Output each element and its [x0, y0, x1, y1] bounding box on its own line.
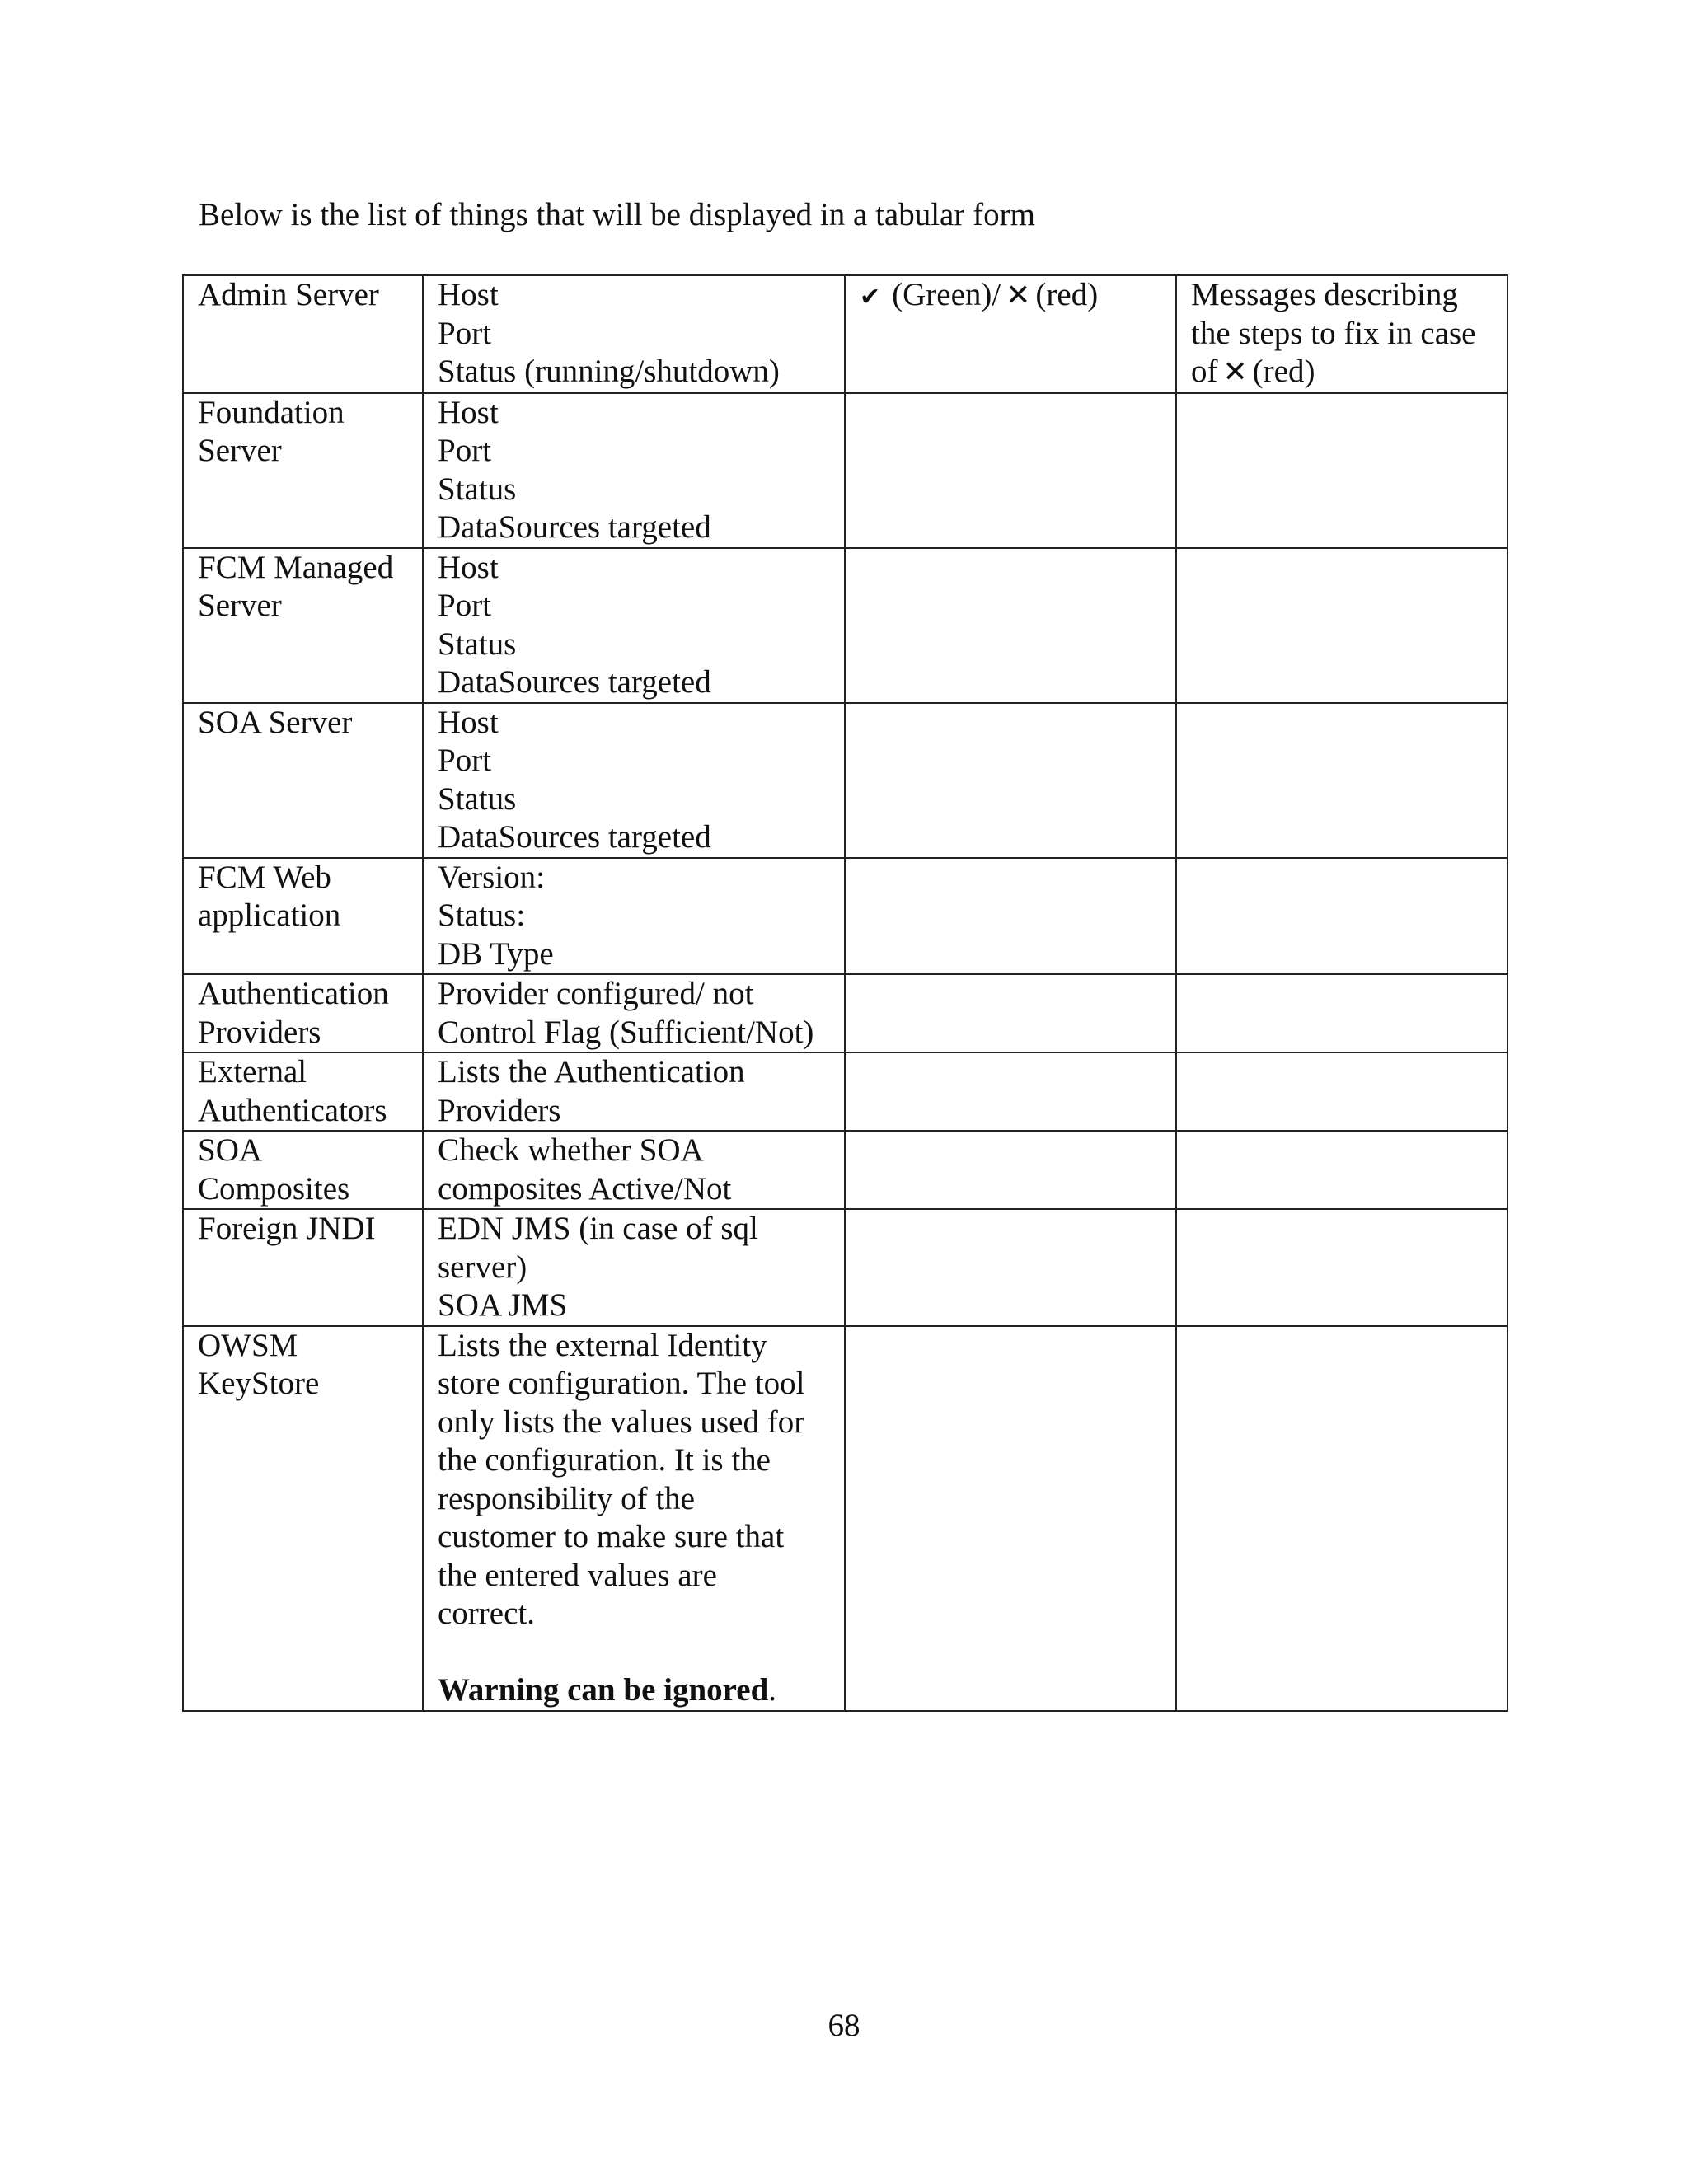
status-cell [845, 1326, 1176, 1711]
message-cell [1176, 1052, 1507, 1131]
status-green-label: (Green)/ [892, 277, 1001, 312]
component-cell [183, 1209, 423, 1326]
component-label: Foundation [198, 394, 345, 430]
status-cell [845, 974, 1176, 1052]
item-line: Provider configured/ not [438, 976, 754, 1011]
spacer [438, 1633, 831, 1672]
item-line: Host [438, 277, 499, 312]
message-line: Messages describing [1191, 277, 1458, 312]
item-line: SOA JMS [438, 1287, 568, 1323]
table-row [183, 548, 1507, 703]
item-line: Lists the external Identity [438, 1327, 767, 1363]
message-line: the steps to fix in case [1191, 315, 1476, 351]
checkmark-icon: ✔ [860, 283, 881, 312]
item-line: Port [438, 433, 492, 468]
item-line: Version: [438, 859, 545, 895]
page-number: 68 [828, 2008, 860, 2043]
status-cell [845, 275, 1176, 393]
item-line: Host [438, 394, 499, 430]
items-cell [423, 703, 845, 858]
items-cell [423, 393, 845, 548]
warning-line [438, 1671, 831, 1710]
component-label: KeyStore [198, 1366, 320, 1401]
component-label: Server [198, 433, 282, 468]
item-line: store configuration. The tool [438, 1366, 805, 1401]
message-red-label: (red) [1252, 354, 1315, 389]
intro-text: Below is the list of things that will be displayed in a tabular form [199, 197, 1035, 232]
warning-bold-text: Warning can be ignored [438, 1672, 769, 1708]
component-label: Providers [198, 1014, 321, 1050]
component-label: Admin Server [198, 277, 379, 312]
component-label: FCM Web [198, 859, 331, 895]
component-cell [183, 275, 423, 393]
items-cell [423, 974, 845, 1052]
status-cell [845, 703, 1176, 858]
cross-icon: ✕ [1222, 355, 1248, 389]
component-label: application [198, 898, 341, 933]
status-cell [845, 1131, 1176, 1209]
item-line: the entered values are [438, 1557, 717, 1593]
table-row [183, 1131, 1507, 1209]
table-row-admin-server [183, 275, 1507, 393]
items-cell [423, 548, 845, 703]
item-line: Host [438, 704, 499, 740]
component-cell [183, 1326, 423, 1711]
message-cell [1176, 275, 1507, 393]
table-row [183, 393, 1507, 548]
warning-end-text: . [768, 1672, 777, 1708]
component-label: Authentication [198, 976, 389, 1011]
status-cell [845, 1209, 1176, 1326]
status-legend [860, 276, 1162, 317]
item-line: Host [438, 549, 499, 585]
message-cell [1176, 974, 1507, 1052]
message-cell [1176, 1131, 1507, 1209]
component-cell [183, 548, 423, 703]
item-line: customer to make sure that [438, 1519, 785, 1554]
items-cell [423, 1052, 845, 1131]
component-label: FCM Managed [198, 549, 394, 585]
status-red-label: (red) [1035, 277, 1099, 312]
message-text: of [1191, 354, 1218, 389]
checks-table [182, 274, 1508, 1712]
table-row [183, 858, 1507, 975]
item-line: Status [438, 626, 517, 662]
item-line: DB Type [438, 935, 554, 972]
status-cell [845, 393, 1176, 548]
status-cell [845, 1052, 1176, 1131]
item-line: DataSources targeted [438, 509, 711, 545]
table-row [183, 974, 1507, 1052]
items-cell [423, 1326, 845, 1711]
item-line: Control Flag (Sufficient/Not) [438, 1014, 814, 1050]
status-cell [845, 858, 1176, 975]
component-label: OWSM [198, 1327, 298, 1363]
message-cell [1176, 1326, 1507, 1711]
component-label: Foreign JNDI [198, 1211, 376, 1246]
item-line: correct. [438, 1596, 535, 1631]
component-cell [183, 858, 423, 975]
item-line: Status (running/shutdown) [438, 354, 780, 389]
items-cell [423, 858, 845, 975]
component-label: Server [198, 588, 282, 623]
component-cell [183, 1052, 423, 1131]
component-cell [183, 393, 423, 548]
component-label: Composites [198, 1170, 350, 1207]
component-label: Authenticators [198, 1092, 387, 1128]
table-row [183, 703, 1507, 858]
cross-icon: ✕ [1006, 279, 1031, 312]
component-label: SOA [198, 1132, 263, 1168]
component-label: SOA Server [198, 704, 353, 740]
message-cell [1176, 858, 1507, 975]
item-line: Port [438, 315, 492, 351]
item-line: Lists the Authentication [438, 1054, 745, 1090]
items-cell [423, 1131, 845, 1209]
message-cell [1176, 548, 1507, 703]
item-line: responsibility of the [438, 1480, 695, 1516]
item-line: composites Active/Not [438, 1170, 732, 1207]
item-line: DataSources targeted [438, 819, 711, 855]
message-cell [1176, 703, 1507, 858]
component-cell [183, 703, 423, 858]
table-row [183, 1209, 1507, 1326]
item-line: EDN JMS (in case of sql [438, 1211, 758, 1246]
table-row-owsm-keystore [183, 1326, 1507, 1711]
item-line: Port [438, 588, 492, 623]
items-cell [423, 275, 845, 393]
table-row [183, 1052, 1507, 1131]
message-cell [1176, 393, 1507, 548]
item-line: only lists the values used for [438, 1404, 805, 1440]
status-cell [845, 548, 1176, 703]
items-cell [423, 1209, 845, 1326]
component-cell [183, 1131, 423, 1209]
item-line: Port [438, 743, 492, 778]
item-line: Status: [438, 898, 526, 933]
message-cell [1176, 1209, 1507, 1326]
item-line: the configuration. It is the [438, 1442, 771, 1478]
component-label: External [198, 1054, 307, 1090]
item-line: Status [438, 780, 517, 817]
item-line: Providers [438, 1092, 561, 1128]
item-line: server) [438, 1249, 528, 1285]
component-cell [183, 974, 423, 1052]
message-line [1191, 353, 1493, 392]
item-line: Check whether SOA [438, 1132, 704, 1168]
item-line: Status [438, 471, 517, 507]
item-line: DataSources targeted [438, 664, 711, 700]
